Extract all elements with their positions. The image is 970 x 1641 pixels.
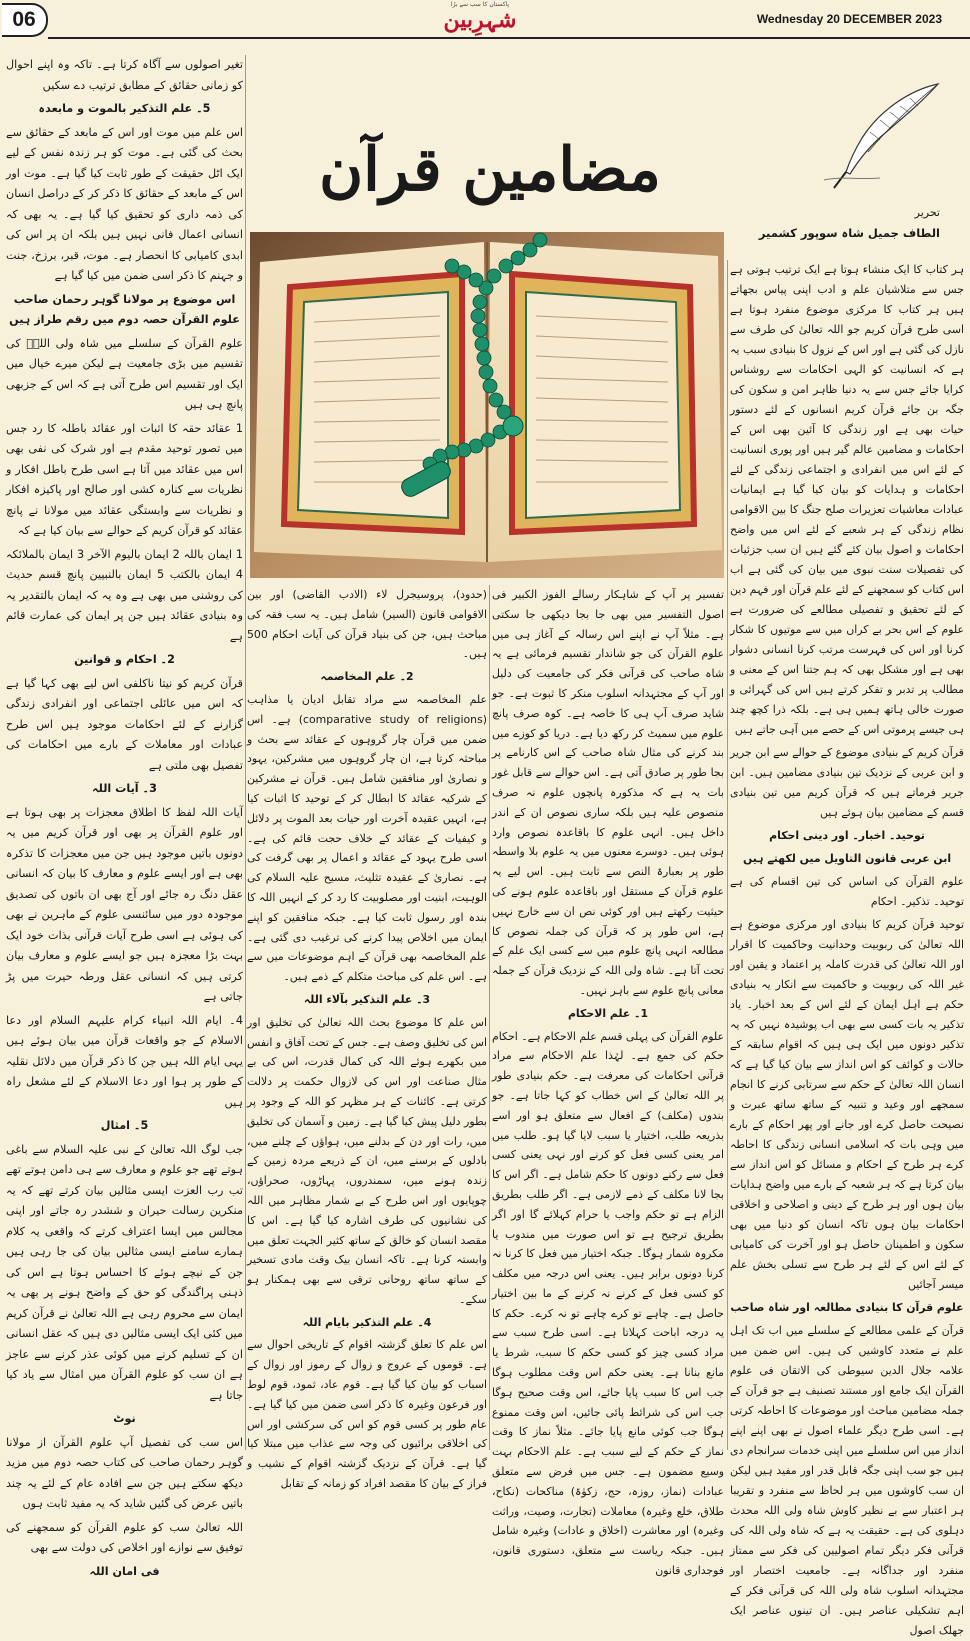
paragraph: اس علم کا موضوع بحث اللہ تعالیٰ کی تخلیق اور اس کی تخلیق وصف ہے۔ جس کے تحت آفاق و انفس میں بکھرے ہوئے اللہ کی کمال قدرت، اس کی بے مثال صناعت اور اس کی لازوال حکمت پر دلالت کرتی ہے۔ کائنات کے ہر مظہر کو اللہ کے وجود پر بطور دلیل پیش کیا گیا ہے۔ زمین و آسمان کی تخلیق میں، رات اور دن کے بدلنے میں، ہواؤں کے چلنے میں، بادلوں کے برسنے میں، ان کے ذریعے مردہ زمین کے زندہ ہونے میں، سمندروں، پہاڑوں، صحراؤں، چوپایوں اور اس طرح کے بے شمار مظاہر میں اللہ کی نشانیوں کی طرف اشارہ کیا گیا ہے۔ اس کا مقصد انسان کو خالق کے ساتھ کثیر الجہت تعلق میں وابستہ کرنا ہے۔ تاکہ انسان بیک وقت مادی تسخیر کے ساتھ ساتھ روحانی ترقی سے بھی ہمکنار ہو سکے۔: [247, 1015, 487, 1306]
masthead-logo: [430, 1, 530, 37]
subheading: 2۔ احکام و قوانین: [74, 653, 175, 666]
page-header: [0, 0, 970, 40]
masthead-tagline: پاکستان کا سب سے بڑا: [450, 1, 510, 8]
paragraph: علوم القرآن کی پہلی قسم علم الاحکام ہے۔ احکام حکم کی جمع ہے۔ لہٰذا علم الاحکام سے مراد قرآنی احکامات کی معرفت ہے۔ حکم بنیادی طور پر اللہ تعالیٰ کے اس خطاب کو کہا جاتا ہے۔ جو بندوں (مکلف) کے افعال سے متعلق ہو اور اسے بذریعہ طلب، اختیار یا سبب لایا گیا ہو۔ طلب میں امر یعنی کسی فعل کو کرنے اور نہی یعنی کسی فعل سے رکنے دونوں کا حکم شامل ہے۔ اگر اس کا بجا لانا مکلف کے ذمے لازمی ہے۔ اگر طلب بطریق الزام ہے تو حکم واجب یا حرام کہلائے گا اور اگر بطریق ترجیح ہے تو اس صورت میں مندوب یا مکروہ شمار ہوگا۔ جبکہ اختیار میں فعل کا کرنا نہ کرنا دونوں برابر ہیں۔ یعنی اس درجہ میں مکلف کو کسی فعل کے کرنے نہ کرنے کے ما بین اختیار حاصل ہے۔ چاہے تو کرے چاہے تو نہ کرے۔ حکم کا یہ درجہ اباحت کہلاتا ہے۔ اسی طرح سبب سے مراد کسی چیز کو کسی حکم کا سبب، شرط یا مانع بنانا ہے۔ یعنی حکم اس وقت مطلوب ہوگا جب اس کا سبب پایا جائے، اس وقت صحیح ہوگا جب اس کی شرائط پائی جائیں، اس وقت ممنوع ہوگا جب کوئی مانع پایا جائے۔ مثلاً نماز کا وقت نماز کے حکم کے لیے سبب ہے۔ علم الاحکام بہت وسیع مضمون ہے۔ جس میں فرض سے متعلق عبادات (نماز، روزہ، حج، زکوٰۃ) مناکحات (نکاح، طلاق، خلع وغیرہ) معاملات (تجارت، وصیت، وراثت وغیرہ) اور معاشرت (اخلاق و عادات) وغیرہ شامل ہیں۔ جبکہ ریاست سے متعلق، دستوری قانون، فوجداری قانون: [492, 1029, 724, 1578]
article-column-middle-left: [247, 585, 487, 1491]
paragraph: ہر کتاب کا ایک منشاء ہوتا ہے ایک ترتیب ہوتی ہے جس سے متلاشیان علم و ادب اپنی پیاس بجھاتے ہیں ہر کتاب کا مرکزی موضوع منفرد ہوتا ہے اسی طرح قرآن کریم جو اللہ تعالیٰ کی طرف سے نازل کی گئی ہے اور اس کے نزول کا بنیادی سبب یہ ہے کہ انسانیت کو الہی احکامات سے روشناس کرایا جائے جس سے یہ دنیا ظاہر امن و سکون کی جگہ بن جائے قرآن کریم انسانوں کے لئے دستور حیات بھی ہے اور زندگی کا آئین بھی اس کے احکامات و مضامین عالم گیر ہیں اور پوری انسانیت کے لئے اس میں انفرادی و اجتماعی زندگی کے لئے احکامات و ہدایات کو بیان کیا گیا ہے ایمانیات عبادات معاشیات تعزیرات صلح جنگ کا بین الاقوامی نظام زندگی کے ہر شعبے کے لئے اس میں واضح احکامات و اصول بیان کئے گئے ہیں ان سب جزئیات کی تفصیلات سنت نبوی میں بیان کی گئی ہے اب اس کتاب کو سمجھنے کے لئے علم قرآن اور فہم دین کے لئے تحقیق و تفصیلی مطالعے کی ضرورت ہے علوم کے اس بحر بے کراں میں سے موتیوں کا شکار کرنا اور اس کی فہرست مرتب کرنا انسانی دشوار بھی ہے اور مشکل بھی کہ ہم جتنا اس کے معنی و مطالب پر تدبر و تفکر کرتے ہیں اس کی گہرائی و صورت خالی ہاتھ ہمیں ہی ہے۔ بلکہ ذرا کچھ چند ہی جیسے پرموتی اس کے حصے میں آہی جاتے ہیں: [730, 263, 964, 736]
column-divider: [245, 55, 246, 1450]
paragraph: 4۔ ایام اللہ انبیاء کرام علیہم السلام اور دعا الاسلام کے جو واقعات قرآن میں بیان ہوئے ہیں یہی ایام اللہ ہیں جن کا ذکر قرآن میں دلائل نقلیہ کے طور پر ہوا اور دعا الاسلام کے لئے مشعل راہ ہیں: [6, 1013, 243, 1109]
paragraph: علم المخاصمہ سے مراد تقابل ادیان یا مذاہب (comparative study of religions) ہے۔ اس ضمن میں قرآن چار گروہوں کے عقائد سے بحث و مباحثہ کرتا ہے، ان چار گروہوں میں مشرکین، یہود و نصاریٰ اور منافقین شامل ہیں۔ قرآن نے مشرکین کے شرکیہ عقائد کا ابطال کر کے توحید کا اثبات کیا ہے، انہیں عقیدہ آخرت اور حیات بعد الموت پر دلائل و کیفیات کے عقائد کے خلاف حجت قائم کی ہے۔ اسی طرح یہود کے عقائد و اعمال پر بھی گرفت کی ہے۔ نصاریٰ کے عقیدہ تثلیث، مسیح علیہ السلام کی الوہیت، ابنیت اور مصلوبیت کا رد کر کے انہیں اللہ کا بندہ اور رسول ثابت کیا ہے۔ جبکہ منافقین کو اپنے ایمان میں اخلاص پیدا کرنے کی ترغیب دی گئی ہے۔ علم المخاصمہ بھی قرآن کے اہم موضوعات میں سے ہے۔ اس علم کی مباحث متکلم کے ذمے ہیں۔: [247, 692, 487, 984]
column-divider: [727, 260, 728, 1450]
subheading: 3۔ علم التذکیر بآلاء اللہ: [303, 992, 431, 1006]
paragraph: اس علم کا تعلق گزشتہ اقوام کے تاریخی احوال سے ہے۔ قوموں کے عروج و زوال کے رموز اور زوال کے اسباب کو بیان کیا گیا ہے۔ قوم عاد، ثمود، قوم لوط اور فرعون وغیرہ کا ذکر اسی ضمن میں کیا گیا ہے۔ عام طور پر کسی قوم کو اس کی سرکشی اور اس کی اخلاقی برائیوں کی وجہ سے عذاب میں مبتلا کیا گیا ہے۔ قرآن کے نزدیک گزشتہ اقوام کے نشیب و فراز کے بیان کا مقصد افراد کو زمانہ کے تقابل: [247, 1338, 487, 1491]
subheading: 3۔ آیات اللہ: [92, 782, 157, 795]
column-divider: [489, 585, 490, 1450]
subheading: 5۔ امثال: [100, 1119, 149, 1132]
issue-date: Wednesday 20 DECEMBER 2023: [756, 12, 942, 26]
subheading: 5۔ علم التذکیر بالموت و مابعدہ: [38, 102, 211, 115]
paragraph: علوم القرآن کی اساس کی تین اقسام کی ہے توحید۔ تذکیر۔ احکام: [730, 875, 964, 908]
byline-author: الطاف جمیل شاہ سوپور کشمیر: [758, 226, 940, 240]
paragraph: قرآن کریم کے بنیادی موضوع کے حوالے سے ابن جریر و ابن عربی کے نزدیک تین بنیادی مضامین ہیں۔ ابن جریر فرماتے ہیں کہ قرآن کریم میں تین بنیادی قسم کے مضامین بیان ہوئے ہیں: [730, 746, 964, 819]
subheading: اس موضوع پر مولانا گوہر رحمان صاحب علوم القرآن حصہ دوم میں رقم طراز ہیں: [9, 292, 240, 326]
page-number: 06: [2, 3, 48, 37]
paragraph: توحید قرآن کریم کا بنیادی اور مرکزی موضوع ہے اللہ تعالیٰ کی ربوبیت وحدانیت وحاکمیت کا اقرار اور اللہ تعالیٰ کی قدرت کاملہ پر اعتماد و یقین اور غیر اللہ کی ربوبیت و حاکمیت سے انکار یہ بنیادی حکم ہے اہل ایمان کے لئے اس کے بعد اخبار۔ یاد تذکیر یہ بات کسی سے بھی اب پوشیدہ نہیں کہ یہ تذکیر دونوں میں ایک ہی ہیں کہ اقوام سابقہ کے حالات و کوائف کو اس انداز سے بیان کیا گیا ہے کہ انسان اللہ تعالیٰ کے حکم سے سرتابی کرنے کا انجام سمجھے اور وعید و تنبیہ کے ساتھ ساتھ عبرت و نصیحت حاصل کرے اور جانے اور پھر احکام کے بارے میں وہی بات کہ اسلامی انسانی زندگی کا احاطہ کرے ہر طرح کے احکام و مسائل کو اس انداز سے بیان کرتا ہے کہ ہر شعبہ کے بارے میں واضح ہدایات بیان ہوں اور ہر طرح کے دینی و اصلاحی و اخلاقی احکامات بیان ہوں تاکہ انسان کو دنیا میں بھی سکون و اطمینان حاصل ہو اور آخرت کی کامیابی کے لئے اس کے لئے ہر طرح سے تسلی بخش علم میسر آجائیں: [730, 918, 964, 1291]
subheading: ابن عربی قانون التاویل میں لکھتے ہیں: [742, 852, 952, 865]
subheading: نوٹ: [113, 1412, 136, 1425]
masthead-title: شہرِبین: [443, 7, 517, 33]
paragraph: اس سب کی تفصیل آپ علوم القرآن از مولانا گوہر رحمان صاحب کی کتاب حصہ دوم میں مزید دیکھ سکتے ہیں جن سے افادہ عام کے لئے یہ چند باتیں عرض کی گئیں شاید کہ یہ مفید ثابت ہوں: [6, 1435, 243, 1510]
paragraph: اللہ تعالیٰ سب کو علوم القرآن کو سمجھنے کی توفیق سے نوازے اور اخلاص کی دولت سے بھی: [6, 1520, 243, 1554]
article-column-right: [730, 260, 964, 1637]
subheading: توحید۔ اخبار۔ اور دینی احکام: [769, 829, 925, 842]
paragraph: 1 عقائد حقہ کا اثبات اور عقائد باطلہ کا رد جس میں تصور توحید مقدم ہے اور شرک کی نفی بھی اس میں عقائد میں آتا ہے اسی طرح باطل افکار و نظریات سے کنارہ کشی اور صالح اور پاکیزہ افکار و نظریات سے وابستگی عقائد میں مولانا نے پانچ عقائد کو قرآن کریم کے حوالے سے بیان کیا ہے کہ: [6, 421, 243, 537]
subheading: 4۔ علم التذکیر بایام اللہ: [302, 1315, 432, 1329]
sign-off: فی امان اللہ: [89, 1564, 160, 1578]
header-rule: [48, 37, 970, 39]
article-column-middle-right: [492, 585, 724, 1578]
article-column-left: [6, 55, 243, 1578]
quran-and-prayer-beads-photo: [250, 232, 724, 578]
subheading: علوم قرآن کا بنیادی مطالعہ اور شاہ صاحب: [730, 1301, 964, 1314]
paragraph: تغیر اصولوں سے آگاہ کرتا ہے۔ تاکہ وہ اپنے احوال کو زمانی حقائق کے مطابق ترتیب دے سکیں: [6, 58, 243, 92]
feather-quill-icon: [820, 80, 940, 190]
paragraph: 1 ایمان باللہ 2 ایمان بالیوم الآخر 3 ایمان بالملائکہ 4 ایمان بالکتب 5 ایمان بالنبیین پانچ قسم حدیث کی روشنی میں بھی ہے وہ یہ کہ ایمان بالتقدیر یہ وہ بنیادی عقائد ہیں جن پر ایمان کی عمارت قائم ہے: [6, 547, 243, 643]
paragraph: علوم القرآن کے سلسلے میں شاہ ولی اللہؒ کی تقسیم میں بڑی جامعیت ہے لیکن میرے خیال میں ایک اور تقسیم اس طرح آتی ہے کہ اس کے جزبھی پانچ ہی ہیں: [6, 336, 243, 411]
paragraph: (حدود)، پروسیجرل لاء (الادب القاضی) اور بین الاقوامی قانون (السیر) شامل ہیں۔ یہ سب فقہ کی مباحث ہیں، جن کی بنیاد قرآن کی آیات احکام 500 ہیں۔: [247, 588, 487, 661]
article-title: مضامین قرآن: [319, 135, 661, 205]
paragraph: قرآن کریم کو نیتا ناکلفی اس لیے بھی کہا گیا ہے کہ اس میں عائلی اجتماعی اور انفرادی زندگی گزارنے کے لئے احکامات موجود ہیں اس طرح عبادات اور معاملات کے بارے میں احکامات کی تفصیل بھی ملتی ہے: [6, 676, 243, 772]
paragraph: تفسیر پر آپ کے شاہکار رسالے الفوز الکبیر فی اصول التفسیر میں بھی جا بجا دیکھی جا سکتی ہے۔ مثلاً آپ نے اپنے اس رسالہ کے آغاز ہی میں علوم القرآن کی جو شاندار تقسیم فرمائی ہے یہ شاہ صاحب کی قرآنی فکر کی جامعیت کی دلیل اور آپ کے مجتہدانہ اسلوب منکر کا ثبوت ہے۔ جو شاید صرف آپ ہی کا خاصہ ہے۔ کوہ صرف پانچ علوم میں سمیٹ کر رکھ دیا ہے۔ دریا کو کوزے میں بند کرنے کی مثال شاہ صاحب کے اس کارنامے پر بجا طور پر صادق آتی ہے۔ اس حوالے سے قابل غور بات یہ ہے کہ مذکورہ پانچوں علوم نہ صرف منصوص علیہ ہیں بلکہ ساری نصوص ان کے اندر داخل ہیں۔ انہی علوم کا باقاعدہ نصوص وارد ہوئی ہیں۔ دوسرے معنوں میں یہ علوم بلا واسطہ طور پر بعبارۃ النص سے ثابت ہیں۔ اس لیے یہ علوم قرآن کے مستقل اور باقاعدہ علوم ہونے کی حیثیت رکھتے ہیں اور کوئی نص ان سے خارج نہیں ہے، اس طور پر کہ قرآن کی جملہ نصوص کا مطالعہ انہی پانچ علوم میں سے کسی ایک علم کے تحت آتا ہے۔ شاہ ولی اللہ کے نزدیک قرآن کے جملہ معانی پانچ علوم سے باہر نہیں۔: [492, 588, 724, 997]
byline-label: تحریر: [914, 206, 940, 219]
paragraph: اس علم میں موت اور اس کے مابعد کے حقائق سے بحث کی گئی ہے۔ موت کو ہر زندہ نفس کے لیے ایک اٹل حقیقت کے طور ثابت کیا گیا ہے۔ موت اور اس کے مابعد کے حقائق کا ذکر کر کے دراصل انسان کی ذمہ داری کو تحقیق کیا گیا ہے۔ یہ بھی کہ انسانی اعمال فانی نہیں ہیں بلکہ ان پر اس کی ابدی کامیابی کا انحصار ہے۔ موت، قبر، برزخ، جنت و جہنم کا ذکر اسی ضمن میں کیا گیا ہے: [6, 125, 243, 282]
paragraph: آیات اللہ لفظ کا اطلاق معجزات پر بھی ہوتا ہے اور علوم القرآن پر بھی اور قرآن کریم میں یہ دونوں باتیں موجود ہیں جن میں معجزات کا تذکرہ بھی ہے اور ایسے علوم و معارف کا بیان کہ انسانی عقل دنگ رہ جائے اور آج بھی ان باتوں کی تصدیق موجودہ دور میں سائنسی علوم کے ماہرین نے بھی کی ہوئی ہے اسی طرح آیات قرآنی بذات خود ایک بہت بڑا معجزہ ہیں جو ایسے علوم و معارف بیان کرتی ہیں کہ انسانی عقل ورطہ حیرت میں پڑ جاتی ہے: [6, 805, 243, 1003]
paragraph: جب لوگ اللہ تعالیٰ کے نبی علیہ السلام سے باغی ہوتے تھے جو علوم و معارف سے ہی دامن ہوتے تھے تب رب العزت ایسی مثالیں بیان کرتے تھے کہ یہ منکرین رسالت حیران و ششدر رہ جاتے اور اپنی مجالس میں ایسا اعتراف کرتے کہ واقعی یہ کلام ہمارے سامنے ایسی مثالیں بیان کی جا رہی ہیں جن کے نیچے ہوئے کا احساس ہوتا ہے اس کی ذہنی پراگندگی کو حق کے واضح ہونے پر بھی یہ ایمان سے محروم رہی ہے اللہ تعالیٰ نے قرآن کریم میں کئی ایک ایسی مثالیں دی ہیں کہ عقل انسانی ان کے تسلیم کرنے میں کوئی عذر کرنے سے عاجز ہے ان سب کو علوم القرآن میں امثال سے یاد کیا جاتا ہے: [6, 1142, 243, 1402]
paragraph: قرآن کے علمی مطالعے کے سلسلے میں اب تک اہل علم نے متعدد کاوشیں کی ہیں۔ اس ضمن میں علامہ جلال الدین سیوطی کی الاتقان فی علوم القرآن ایک جامع اور مستند تصنیف ہے جو قرآن کے جملہ مضامین مباحث اور موضوعات کا احاطہ کرتی ہے۔ اسی طرح دیگر علماء اصول نے بھی اپنے اپنے انداز میں اس سلسلے میں اپنی خدمات سرانجام دی ہیں جو سب اپنی جگہ قابل قدر اور مفید ہیں لیکن ان سب کاوشوں میں ہر لحاظ سے منفرد و تقریبا ہر اعتبار سے بے نظیر کاوش شاہ ولی اللہ محدث دہلوی کی ہے۔ حقیقت یہ ہے کہ شاہ ولی اللہ کی قرآنی فکر دیگر تمام اصولیین کی فکر سے ممتاز منفرد اور جداگانہ ہے۔ جامعیت اختصار اور مجتہدانہ اسلوب شاہ ولی اللہ کی قرآنی فکر کے اہم تشکیلی عناصر ہیں۔ ان تینوں عناصر ایک جھلک اصول: [730, 1324, 964, 1637]
subheading: 1۔ علم الاحکام: [567, 1006, 649, 1020]
subheading: 2۔ علم المخاصمہ: [320, 670, 414, 684]
